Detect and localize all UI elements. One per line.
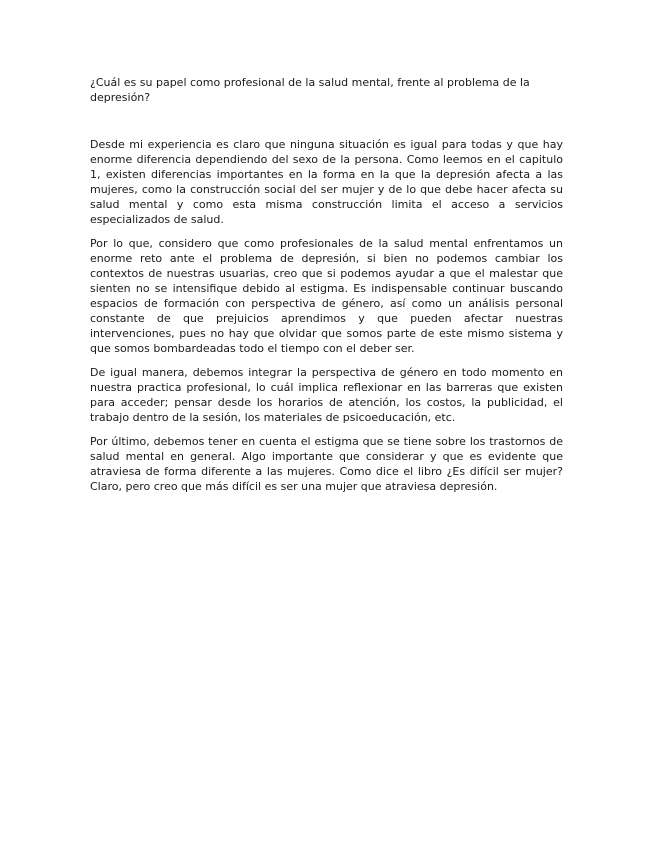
question-heading: ¿Cuál es su papel como profesional de la salud mental, frente al problema de la depresión? <box>90 76 530 104</box>
paragraph-4: Por último, debemos tener en cuenta el estigma que se tiene sobre los trastornos de salud mental en general. Algo importante que considerar y que es evidente que atraviesa de forma diferente a las mujeres. Como dice el libro ¿Es difícil ser mujer? Claro, pero creo que más difícil es ser una mujer que atraviesa depresión. <box>90 435 563 493</box>
paragraph-2: Por lo que, considero que como profesionales de la salud mental enfrentamos un enorme reto ante el problema de depresión, si bien no podemos cambiar los contextos de nuestras usuarias, creo que si podemos ayudar a que el malestar que sienten no se intensifique debido al estigma. Es indispensable continuar buscando espacios de formación con perspectiva de género, así como un análisis personal constante de que prejuicios aprendimos y que pueden afectar nuestras intervenciones, pues no hay que olvidar que somos parte de este mismo sistema y que somos bombardeadas todo el tiempo con el deber ser. <box>90 237 563 355</box>
paragraph-3: De igual manera, debemos integrar la perspectiva de género en todo momento en nuestra practica profesional, lo cuál implica reflexionar en las barreras que existen para acceder; pensar desde los horarios de atención, los costos, la publicidad, el trabajo dentro de la sesión, los materiales de psicoeducación, etc. <box>90 366 563 424</box>
document-body <box>90 75 563 503</box>
paragraph-1: Desde mi experiencia es claro que ninguna situación es igual para todas y que hay enorme diferencia dependiendo del sexo de la persona. Como leemos en el capitulo 1, existen diferencias importantes en la forma en la que la depresión afecta a las mujeres, como la construcción social del ser mujer y de lo que debe hacer afecta su salud mental y como esta misma construcción limita el acceso a servicios especializados de salud. <box>90 138 563 226</box>
